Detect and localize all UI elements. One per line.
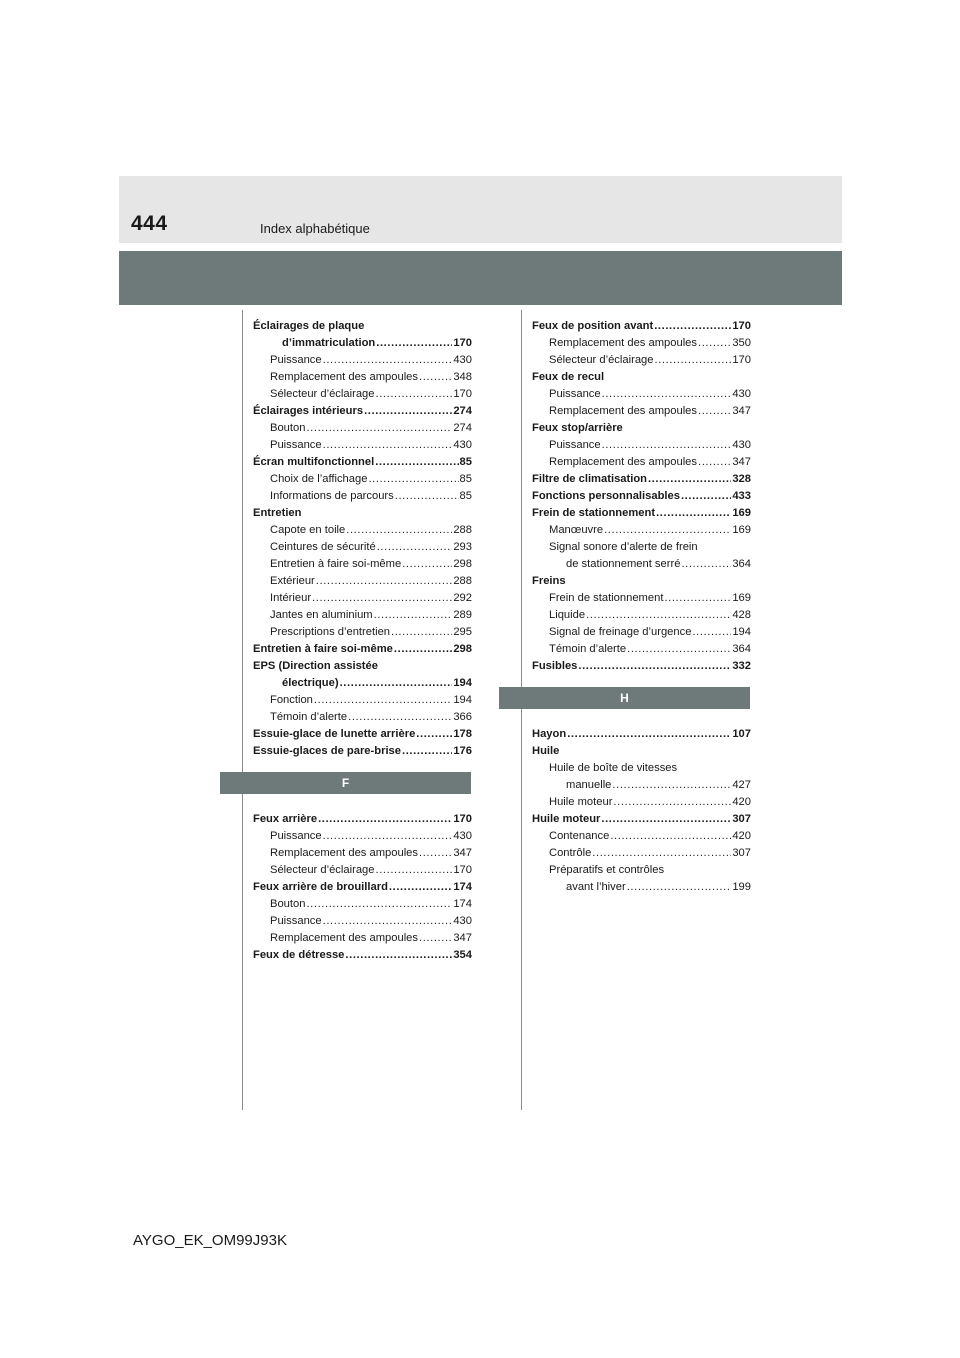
index-entry [532, 658, 751, 675]
index-entry [253, 692, 472, 709]
entry-page: 178 [453, 728, 472, 740]
entry-page: 170 [453, 864, 472, 876]
index-entry [253, 539, 472, 556]
entry-page: 170 [453, 388, 472, 400]
index-entry [253, 454, 472, 471]
index-entry [253, 845, 472, 862]
entry-term: Puissance [270, 915, 322, 927]
entry-term: manuelle [566, 779, 612, 791]
entry-term: électrique) [282, 677, 339, 689]
entry-page: 430 [453, 439, 472, 451]
dot-leader [567, 726, 731, 743]
entry-term: Liquide [549, 609, 586, 621]
index-entry [532, 624, 751, 641]
entry-page: 170 [453, 337, 472, 349]
dot-leader [345, 947, 452, 964]
dot-leader [375, 386, 452, 403]
entry-page: 289 [453, 609, 472, 621]
entry-term: Remplacement des ampoules [549, 456, 697, 468]
entry-term: Feux de détresse [253, 949, 345, 961]
entry-term: avant l’hiver [566, 881, 626, 893]
entry-term: Huile moteur [532, 813, 601, 825]
entry-term: Huile [532, 745, 560, 757]
entry-page: 85 [459, 473, 472, 485]
dot-leader [698, 454, 731, 471]
index-entry [253, 318, 472, 335]
dot-leader [323, 913, 453, 930]
entry-page: 199 [732, 881, 751, 893]
dot-leader [648, 471, 731, 488]
index-entry [253, 675, 472, 692]
dot-leader [578, 658, 731, 675]
entry-page: 328 [732, 473, 751, 485]
entry-page: 420 [732, 830, 751, 842]
index-entry [532, 369, 751, 386]
index-entry [253, 556, 472, 573]
entry-page: 366 [453, 711, 472, 723]
index-entry [532, 522, 751, 539]
document-code: AYGO_EK_OM99J93K [133, 1232, 287, 1249]
entry-page: 428 [732, 609, 751, 621]
page-number: 444 [131, 212, 168, 235]
dot-leader [348, 709, 452, 726]
dot-leader [604, 522, 731, 539]
dot-leader [377, 539, 453, 556]
entry-page: 169 [732, 507, 751, 519]
index-entry [532, 811, 751, 828]
entry-page: 274 [453, 422, 472, 434]
dot-leader [602, 437, 732, 454]
entry-term: Contenance [549, 830, 610, 842]
entry-term: Sélecteur d’éclairage [270, 864, 375, 876]
entry-page: 430 [732, 439, 751, 451]
dot-leader [368, 471, 458, 488]
index-entry [532, 641, 751, 658]
index-entry [532, 845, 751, 862]
entry-term: Entretien à faire soi-même [270, 558, 402, 570]
entry-page: 293 [453, 541, 472, 553]
entry-page: 298 [453, 643, 472, 655]
dot-leader [314, 692, 452, 709]
dot-leader [698, 403, 731, 420]
entry-term: Filtre de climatisation [532, 473, 648, 485]
entry-term: Remplacement des ampoules [549, 405, 697, 417]
entry-term: Remplacement des ampoules [270, 932, 418, 944]
dot-leader [376, 335, 452, 352]
entry-term: Remplacement des ampoules [270, 371, 418, 383]
index-entry [253, 896, 472, 913]
index-entry [532, 726, 751, 743]
dot-leader [389, 879, 452, 896]
dot-leader [613, 794, 731, 811]
index-entry [532, 539, 751, 556]
entry-term: Fusibles [532, 660, 578, 672]
column-divider-left [242, 310, 243, 1110]
dot-leader [316, 573, 453, 590]
index-entry [253, 811, 472, 828]
entry-term: Fonction [270, 694, 313, 706]
entry-page: 107 [732, 728, 751, 740]
entry-term: Feux de recul [532, 371, 605, 383]
index-entry [532, 862, 751, 879]
entry-term: Feux arrière de brouillard [253, 881, 388, 893]
entry-term: Puissance [549, 388, 601, 400]
entry-term: Contrôle [549, 847, 592, 859]
page-title: Index alphabétique [260, 221, 370, 236]
dot-leader [391, 624, 452, 641]
index-entry [532, 794, 751, 811]
index-entry [253, 743, 472, 760]
entry-term: Ceintures de sécurité [270, 541, 376, 553]
entry-page: 194 [732, 626, 751, 638]
dot-leader [306, 420, 452, 437]
entry-page: 170 [732, 354, 751, 366]
entry-term: de stationnement serré [566, 558, 681, 570]
entry-term: Hayon [532, 728, 567, 740]
index-entry [253, 403, 472, 420]
index-entry [253, 505, 472, 522]
entry-term: Intérieur [270, 592, 312, 604]
dot-leader [419, 930, 452, 947]
entry-page: 298 [453, 558, 472, 570]
dot-leader [312, 590, 452, 607]
index-entry [253, 590, 472, 607]
entry-page: 430 [453, 915, 472, 927]
index-entry [253, 913, 472, 930]
entry-term: Huile de boîte de vitesses [549, 762, 678, 774]
entry-page: 332 [732, 660, 751, 672]
dot-leader [364, 403, 452, 420]
dot-leader [306, 896, 452, 913]
entry-term: Huile moteur [549, 796, 613, 808]
entry-page: 194 [453, 694, 472, 706]
index-entry [532, 471, 751, 488]
entry-term: EPS (Direction assistée [253, 660, 378, 672]
entry-page: 174 [453, 898, 472, 910]
index-entry [253, 573, 472, 590]
dot-leader [340, 675, 453, 692]
index-entry [532, 335, 751, 352]
entry-page: 288 [453, 524, 472, 536]
index-entry [253, 709, 472, 726]
dot-leader [419, 369, 452, 386]
entry-term: Feux arrière [253, 813, 318, 825]
entry-page: 176 [453, 745, 472, 757]
entry-term: Puissance [270, 354, 322, 366]
index-entry [532, 352, 751, 369]
entry-term: Témoin d’alerte [270, 711, 348, 723]
dot-leader [656, 505, 731, 522]
dot-leader [654, 318, 731, 335]
entry-term: Manœuvre [549, 524, 604, 536]
entry-page: 364 [732, 558, 751, 570]
index-entry [532, 505, 751, 522]
entry-term: Frein de stationnement [532, 507, 656, 519]
dot-leader [374, 607, 453, 624]
section-header-f: F [220, 772, 471, 794]
dot-leader [318, 811, 452, 828]
entry-page: 364 [732, 643, 751, 655]
index-entry [253, 488, 472, 505]
entry-page: 430 [732, 388, 751, 400]
index-entry [532, 607, 751, 624]
dot-leader [586, 607, 731, 624]
dot-leader [610, 828, 731, 845]
entry-term: Bouton [270, 898, 306, 910]
dot-leader [664, 590, 731, 607]
index-entry [532, 488, 751, 505]
entry-page: 350 [732, 337, 751, 349]
entry-term: Choix de l’affichage [270, 473, 368, 485]
index-entry [253, 522, 472, 539]
index-entry [532, 386, 751, 403]
index-entry [532, 760, 751, 777]
dot-leader [602, 386, 732, 403]
entry-term: Sélecteur d’éclairage [270, 388, 375, 400]
dot-leader [654, 352, 731, 369]
entry-page: 85 [459, 456, 472, 468]
dot-leader [395, 488, 459, 505]
entry-term: Puissance [270, 830, 322, 842]
index-entry [532, 556, 751, 573]
entry-page: 274 [453, 405, 472, 417]
header-bar [119, 251, 842, 305]
dot-leader [402, 743, 452, 760]
index-entry [532, 879, 751, 896]
entry-page: 427 [732, 779, 751, 791]
entry-term: Freins [532, 575, 566, 587]
index-entry [532, 420, 751, 437]
index-entry [532, 573, 751, 590]
index-entry [532, 437, 751, 454]
index-entry [253, 947, 472, 964]
dot-leader [323, 828, 453, 845]
entry-term: Entretien [253, 507, 302, 519]
dot-leader [592, 845, 731, 862]
dot-leader [601, 811, 731, 828]
index-entry [532, 454, 751, 471]
entry-page: 85 [459, 490, 472, 502]
entry-page: 347 [453, 847, 472, 859]
entry-term: Éclairages de plaque [253, 320, 365, 332]
entry-term: Sélecteur d’éclairage [549, 354, 654, 366]
entry-term: Signal sonore d’alerte de frein [549, 541, 698, 553]
index-entry [532, 777, 751, 794]
entry-term: Capote en toile [270, 524, 346, 536]
entry-list [253, 318, 472, 760]
entry-term: Frein de stationnement [549, 592, 664, 604]
index-entry [253, 471, 472, 488]
entry-page: 430 [453, 830, 472, 842]
entry-term: Feux de position avant [532, 320, 654, 332]
entry-list [532, 318, 751, 675]
index-entry [253, 369, 472, 386]
index-column-2 [532, 318, 751, 896]
dot-leader [375, 454, 458, 471]
index-entry [253, 352, 472, 369]
entry-term: Éclairages intérieurs [253, 405, 364, 417]
entry-page: 354 [453, 949, 472, 961]
entry-page: 433 [732, 490, 751, 502]
section-header-h: H [499, 687, 750, 709]
entry-term: Essuie-glace de lunette arrière [253, 728, 416, 740]
entry-term: Prescriptions d’entretien [270, 626, 391, 638]
header-band [119, 176, 842, 243]
index-entry [253, 862, 472, 879]
entry-term: Essuie-glaces de pare-brise [253, 745, 401, 757]
entry-page: 288 [453, 575, 472, 587]
entry-page: 307 [732, 813, 751, 825]
dot-leader [692, 624, 731, 641]
entry-page: 174 [453, 881, 472, 893]
entry-term: Préparatifs et contrôles [549, 864, 665, 876]
index-entry [532, 318, 751, 335]
entry-term: Signal de freinage d’urgence [549, 626, 692, 638]
index-entry [253, 335, 472, 352]
entry-term: Entretien à faire soi-même [253, 643, 393, 655]
entry-term: Remplacement des ampoules [270, 847, 418, 859]
entry-list [532, 726, 751, 896]
dot-leader [681, 488, 731, 505]
index-column-1 [253, 318, 472, 964]
entry-page: 307 [732, 847, 751, 859]
index-entry [532, 590, 751, 607]
entry-term: Témoin d’alerte [549, 643, 627, 655]
entry-term: d’immatriculation [282, 337, 376, 349]
entry-page: 347 [453, 932, 472, 944]
index-entry [253, 658, 472, 675]
entry-page: 170 [732, 320, 751, 332]
index-entry [253, 641, 472, 658]
entry-page: 194 [453, 677, 472, 689]
entry-term: Fonctions personnalisables [532, 490, 680, 502]
dot-leader [627, 641, 731, 658]
entry-page: 292 [453, 592, 472, 604]
dot-leader [346, 522, 452, 539]
index-entry [253, 420, 472, 437]
entry-list [253, 811, 472, 964]
entry-term: Informations de parcours [270, 490, 394, 502]
entry-page: 347 [732, 405, 751, 417]
entry-page: 295 [453, 626, 472, 638]
entry-page: 169 [732, 592, 751, 604]
index-entry [532, 403, 751, 420]
index-entry [253, 828, 472, 845]
index-entry [253, 624, 472, 641]
dot-leader [323, 437, 453, 454]
entry-page: 347 [732, 456, 751, 468]
entry-term: Extérieur [270, 575, 315, 587]
dot-leader [323, 352, 453, 369]
entry-page: 170 [453, 813, 472, 825]
entry-term: Puissance [270, 439, 322, 451]
dot-leader [375, 862, 452, 879]
column-divider-right [521, 310, 522, 1110]
entry-term: Écran multifonctionnel [253, 456, 375, 468]
entry-page: 420 [732, 796, 751, 808]
dot-leader [698, 335, 731, 352]
dot-leader [416, 726, 452, 743]
dot-leader [681, 556, 731, 573]
entry-term: Puissance [549, 439, 601, 451]
dot-leader [394, 641, 452, 658]
entry-page: 348 [453, 371, 472, 383]
entry-term: Remplacement des ampoules [549, 337, 697, 349]
index-entry [253, 930, 472, 947]
dot-leader [419, 845, 452, 862]
entry-term: Jantes en aluminium [270, 609, 373, 621]
dot-leader [402, 556, 452, 573]
index-entry [253, 607, 472, 624]
index-entry [253, 437, 472, 454]
entry-term: Bouton [270, 422, 306, 434]
index-entry [532, 828, 751, 845]
index-entry [253, 879, 472, 896]
dot-leader [627, 879, 732, 896]
entry-page: 169 [732, 524, 751, 536]
entry-term: Feux stop/arrière [532, 422, 623, 434]
entry-page: 430 [453, 354, 472, 366]
dot-leader [612, 777, 731, 794]
index-entry [532, 743, 751, 760]
index-entry [253, 726, 472, 743]
index-entry [253, 386, 472, 403]
